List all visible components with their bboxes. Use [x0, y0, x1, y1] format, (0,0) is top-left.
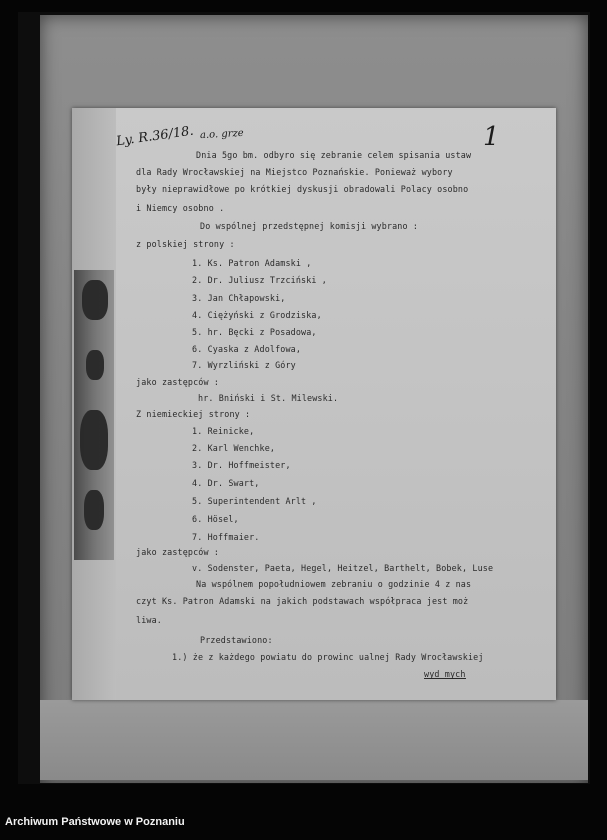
list-item: 2. Karl Wenchke,: [192, 443, 276, 453]
body-line-4: i Niemcy osobno .: [136, 203, 225, 213]
body-line-1: Dnia 5go bm. odbyro się zebranie celem spisania ustaw: [196, 150, 472, 160]
list-item: 4. Dr. Swart,: [192, 478, 260, 488]
archive-credit: Archiwum Państwowe w Poznaniu: [5, 816, 185, 828]
list-item: 6. Hösel,: [192, 514, 239, 524]
list-item: 6. Cyaska z Adolfowa,: [192, 344, 302, 354]
list-item: 7. Wyrzliński z Góry: [192, 360, 296, 370]
list-item: 1. Reinicke,: [192, 426, 255, 436]
section-heading: Z niemieckiej strony :: [136, 409, 251, 419]
body-line-2: dla Rady Wrocławskiej na Miejstco Poznańskie. Ponieważ wybory: [136, 167, 453, 177]
body-line: 1.) że z każdego powiatu do prowinc ualnej Rady Wrocławskiej: [172, 652, 484, 662]
body-line: czyt Ks. Patron Adamski na jakich podstawach współpraca jest moż: [136, 596, 469, 606]
list-item: 1. Ks. Patron Adamski ,: [192, 258, 312, 268]
handwritten-reference: Ly. R.36/18.: [115, 123, 195, 150]
body-line-5: Do wspólnej przedstępnej komisji wybrano :: [200, 221, 419, 231]
body-line-3: były nieprawidłowe po krótkiej dyskusji obradowali Polacy osobno: [136, 184, 469, 194]
body-line: Na wspólnem popołudniowem zebraniu o godzinie 4 z nas: [196, 579, 472, 589]
list-item: 5. Superintendent Arlt ,: [192, 496, 317, 506]
list-item: 2. Dr. Juliusz Trzciński ,: [192, 275, 327, 285]
body-line-underlined: wyd mych: [424, 669, 466, 679]
list-item: v. Sodenster, Paeta, Hegel, Heitzel, Barthelt, Bobek, Luse: [192, 563, 494, 573]
list-item: 3. Jan Chłapowski,: [192, 293, 286, 303]
list-item: 4. Ciężyński z Grodziska,: [192, 310, 322, 320]
list-item: 7. Hoffmaier.: [192, 532, 260, 542]
page-number: 1: [483, 122, 500, 152]
list-item: 3. Dr. Hoffmeister,: [192, 460, 291, 470]
body-line: liwa.: [136, 615, 162, 625]
section-heading: jako zastępców :: [136, 547, 220, 557]
body-line-6: z polskiej strony :: [136, 239, 235, 249]
section-heading: jako zastępców :: [136, 377, 220, 387]
handwritten-note: a.o. grze: [199, 127, 244, 142]
list-item: 5. hr. Bęcki z Posadowa,: [192, 327, 317, 337]
section-heading: Przedstawiono:: [200, 635, 273, 645]
list-item: hr. Bniński i St. Milewski.: [198, 393, 339, 403]
